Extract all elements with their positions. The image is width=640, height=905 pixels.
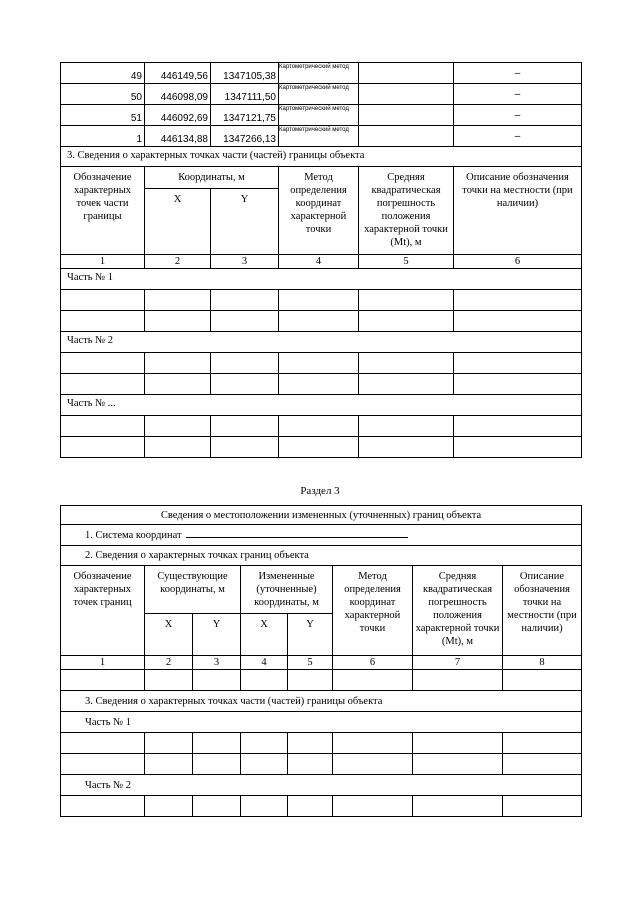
parts-points-table [60,62,582,458]
table-row [61,63,582,84]
table-row [61,311,582,332]
coord-x: 446134,88 [145,126,211,147]
header-existing-coordinates: Существующие координаты, м [145,566,241,614]
coordinate-system-row [61,525,582,546]
description-cell: – [454,105,582,126]
header-y: Y [193,614,241,656]
method-cell: Картометрический метод [279,84,359,105]
column-number: 3 [193,656,241,670]
table-row [61,374,582,395]
accuracy-cell [359,84,454,105]
table-row [61,126,582,147]
column-number: 2 [145,656,193,670]
header-method: Метод определения координат характерной точки [279,167,359,255]
header-description: Описание обозначения точки на местности (при наличии) [503,566,582,656]
description-cell: – [454,126,582,147]
table-row [61,105,582,126]
section-title: 2. Сведения о характерных точках границ объекта [61,546,582,566]
part-label: Часть № 2 [61,775,582,796]
table-row [61,353,582,374]
header-x: X [145,189,211,255]
column-number: 5 [288,656,333,670]
header-description: Описание обозначения точки на местности (при наличии) [454,167,582,255]
table-row [61,733,582,754]
column-number: 5 [359,255,454,269]
header-point-designation: Обозначение характерных точек границ [61,566,145,656]
method-cell: Картометрический метод [279,63,359,84]
header-y: Y [211,189,279,255]
changed-boundaries-table [60,505,582,817]
accuracy-cell [359,105,454,126]
header-coordinates: Координаты, м [145,167,279,189]
column-numbers-row [61,255,582,269]
header-accuracy: Средняя квадратическая погрешность положения характерной точки (Mt), м [413,566,503,656]
header-y: Y [288,614,333,656]
coordinate-system-label: 1. Система координат [85,530,182,541]
column-numbers-row [61,656,582,670]
accuracy-cell [359,126,454,147]
column-number: 6 [454,255,582,269]
coord-x: 446092,69 [145,105,211,126]
description-cell: – [454,84,582,105]
part-label: Часть № 1 [61,269,582,290]
column-number: 1 [61,255,145,269]
table-row [61,84,582,105]
accuracy-cell [359,63,454,84]
coord-x: 446149,56 [145,63,211,84]
point-number: 51 [61,105,145,126]
table-row [61,416,582,437]
table-title: Сведения о местоположении измененных (уточненных) границ объекта [61,506,582,525]
table-row [61,290,582,311]
column-number: 6 [333,656,413,670]
coordinate-system-field [186,528,408,538]
column-number: 8 [503,656,582,670]
description-cell: – [454,63,582,84]
header-point-designation: Обозначение характерных точек части границы [61,167,145,255]
table-row [61,670,582,691]
header-changed-coordinates: Измененные (уточненные) координаты, м [241,566,333,614]
header-method: Метод определения координат характерной точки [333,566,413,656]
section-title: 3. Сведения о характерных точках части (частей) границы объекта [61,691,582,712]
part-label: Часть № ... [61,395,582,416]
table-row [61,754,582,775]
column-number: 4 [241,656,288,670]
column-number: 2 [145,255,211,269]
column-number: 3 [211,255,279,269]
coord-y: 1347266,13 [211,126,279,147]
point-number: 1 [61,126,145,147]
table-row [61,796,582,817]
part-label: Часть № 2 [61,332,582,353]
method-cell: Картометрический метод [279,126,359,147]
coord-y: 1347105,38 [211,63,279,84]
header-x: X [241,614,288,656]
table-row [61,437,582,458]
header-accuracy: Средняя квадратическая погрешность положения характерной точки (Mt), м [359,167,454,255]
coord-x: 446098,09 [145,84,211,105]
column-number: 4 [279,255,359,269]
section-title: 3. Сведения о характерных точках части (частей) границы объекта [61,147,582,167]
section-heading: Раздел 3 [300,485,340,497]
coord-y: 1347121,75 [211,105,279,126]
method-cell: Картометрический метод [279,105,359,126]
header-x: X [145,614,193,656]
part-label: Часть № 1 [61,712,582,733]
column-number: 7 [413,656,503,670]
column-number: 1 [61,656,145,670]
coord-y: 1347111,50 [211,84,279,105]
point-number: 49 [61,63,145,84]
point-number: 50 [61,84,145,105]
